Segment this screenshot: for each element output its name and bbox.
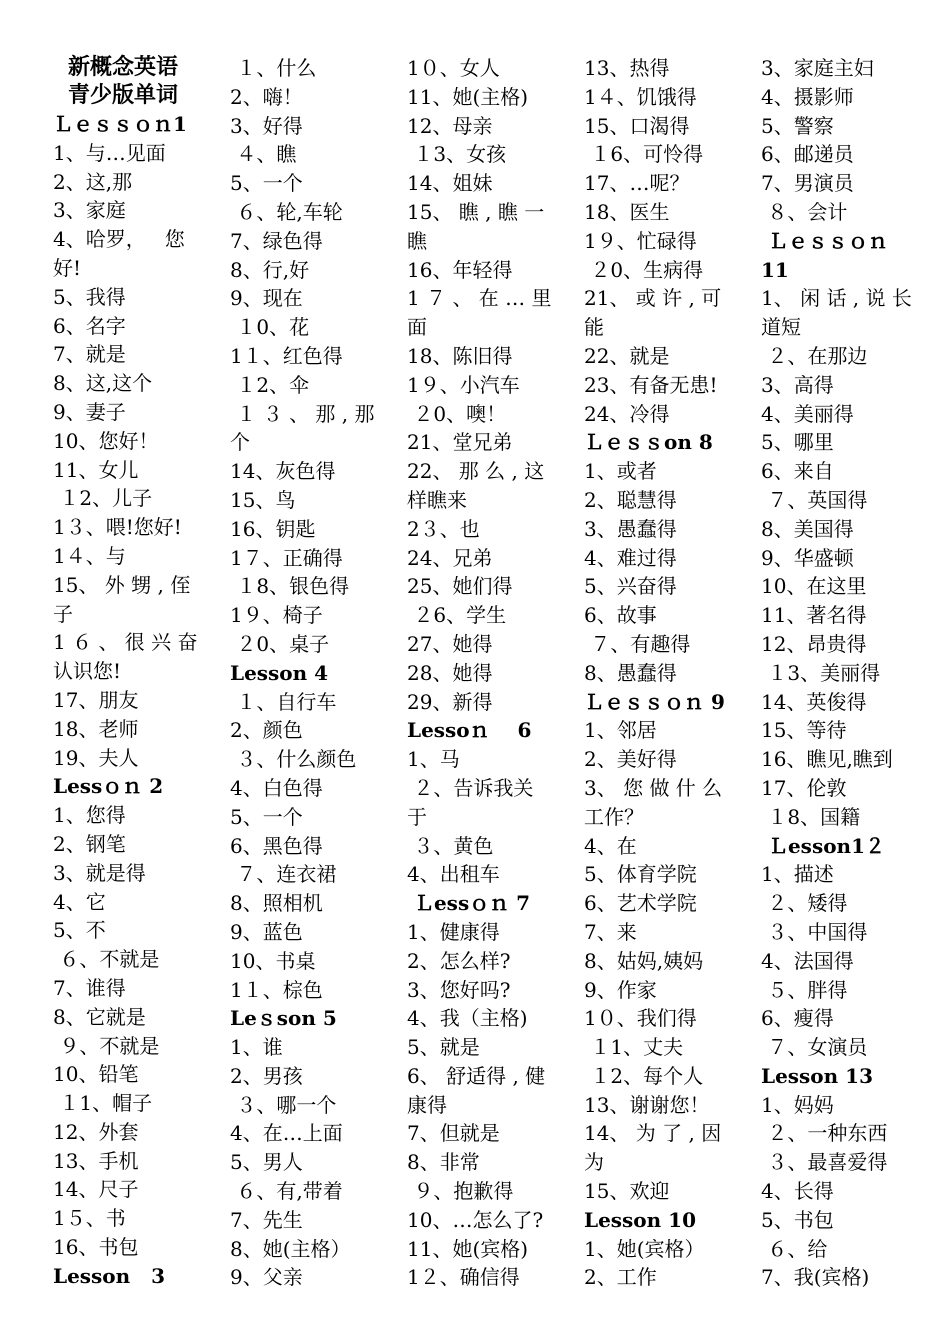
lesson-heading: Lesson 3	[53, 1263, 165, 1288]
lesson-heading: Lessｏｎ 2	[53, 774, 164, 799]
lesson-heading: Lesson 10	[584, 1207, 696, 1232]
vocab-line: 6、故事	[584, 603, 657, 628]
vocab-line: 好!	[53, 255, 82, 280]
title-block	[53, 54, 217, 110]
vocab-line: 7、男演员	[761, 171, 854, 196]
vocab-line: 11、她(主格)	[407, 84, 529, 109]
vocab-line: ３、最喜爱得	[761, 1150, 888, 1175]
vocab-line: 21、 或 许 , 可	[584, 286, 722, 311]
vocab-line: １1、帽子	[53, 1091, 153, 1116]
vocab-line: 1、妈妈	[761, 1092, 834, 1117]
vocab-line: 8、愚蠢得	[584, 660, 677, 685]
lesson-heading: 11	[761, 257, 789, 282]
vocab-line: 12、外套	[53, 1119, 139, 1144]
vocab-line: ２、矮得	[761, 891, 848, 916]
vocab-line: 19、夫人	[53, 745, 139, 770]
vocab-line: 9、妻子	[53, 399, 126, 424]
vocab-line: 1９、小汽车	[407, 372, 520, 397]
vocab-line: 10、在这里	[761, 574, 867, 599]
vocab-line: 工作？	[584, 804, 644, 829]
vocab-line: 14、 为 了 , 因	[584, 1121, 722, 1146]
vocab-line: 6、来自	[761, 459, 834, 484]
vocab-line: 16、钥匙	[230, 516, 316, 541]
vocab-line: 2、颜色	[230, 718, 303, 743]
vocab-line: 8、美国得	[761, 516, 854, 541]
vocab-line: １0、花	[230, 315, 310, 340]
vocab-line: 10、铅笔	[53, 1062, 139, 1087]
vocab-line: 5、男人	[230, 1150, 303, 1175]
vocab-line: 7、谁得	[53, 975, 126, 1000]
vocab-line: １ ３ 、 那 , 那	[230, 401, 375, 426]
vocab-line: 1、您得	[53, 803, 126, 828]
lesson-heading: Leｓson 5	[230, 1006, 337, 1031]
vocab-line: 24、冷得	[584, 401, 670, 426]
vocab-line: 面	[407, 315, 427, 340]
vocab-line: 4、我（主格)	[407, 1006, 528, 1031]
vocab-line: 2、美好得	[584, 747, 677, 772]
vocab-line: ６、轮,车轮	[230, 199, 343, 224]
vocab-line: １2、每个人	[584, 1063, 704, 1088]
lesson-heading: Ｌｅｓｓｏｎ1	[53, 112, 187, 136]
column-2	[230, 54, 394, 1292]
vocab-line: 8、行,好	[230, 257, 310, 282]
vocab-line: 1 ６ 、 很 兴 奋	[53, 630, 198, 655]
vocab-line: 15、鸟	[230, 487, 296, 512]
lesson-heading: Lesson 4	[230, 660, 329, 685]
vocab-line: 1１、红色得	[230, 343, 343, 368]
lesson-heading: Ｌesson1２	[761, 833, 886, 858]
vocab-line: 2、聪慧得	[584, 487, 677, 512]
vocab-line: 9、作家	[584, 977, 657, 1002]
vocab-line: 5、书包	[761, 1207, 834, 1232]
vocab-line: 1０、我们得	[584, 1006, 697, 1031]
vocab-line: 11、女儿	[53, 457, 139, 482]
vocab-line: 10、书桌	[230, 948, 316, 973]
vocab-line: 29、新得	[407, 689, 493, 714]
lesson-heading: Ｌｅｓｓｏｎ	[761, 228, 888, 253]
vocab-line: 1、 闲 话 , 说 长	[761, 286, 912, 311]
vocab-line: 4、出租车	[407, 862, 500, 887]
vocab-line: 6、 舒适得 , 健	[407, 1063, 546, 1088]
vocab-line: 4、法国得	[761, 948, 854, 973]
vocab-line: 认识您!	[53, 659, 122, 684]
vocab-line: 27、她得	[407, 631, 493, 656]
vocab-line: 7、但就是	[407, 1121, 500, 1146]
vocab-line: 18、陈旧得	[407, 343, 513, 368]
vocab-line: 11、她(宾格)	[407, 1236, 529, 1261]
vocab-line: ５、胖得	[761, 977, 848, 1002]
vocab-line: ２0、生病得	[584, 257, 704, 282]
vocab-line: 17、朋友	[53, 687, 139, 712]
vocab-line: 瞧	[407, 228, 427, 253]
vocab-line: 18、老师	[53, 716, 139, 741]
vocab-line: 15、 瞧 , 瞧 一	[407, 199, 545, 224]
vocab-line: ４、瞧	[230, 142, 297, 167]
vocab-line: １2、儿子	[53, 486, 153, 511]
vocab-line: ９、抱歉得	[407, 1179, 514, 1204]
vocab-line: 6、黑色得	[230, 833, 323, 858]
vocab-line: ２、告诉我关	[407, 775, 534, 800]
vocab-line: 8、非常	[407, 1150, 480, 1175]
vocab-line: 8、这,这个	[53, 371, 153, 396]
vocab-line: 5、兴奋得	[584, 574, 677, 599]
vocab-line: 4、哈罗， 您	[53, 227, 185, 252]
vocab-line: １、什么	[230, 56, 317, 80]
vocab-line: 2、嗨！	[230, 84, 303, 109]
vocab-line: 9、现在	[230, 286, 303, 311]
vocab-line: １8、银色得	[230, 574, 350, 599]
vocab-line: 9、父亲	[230, 1265, 303, 1290]
vocab-line: 12、昂贵得	[761, 631, 867, 656]
vocab-line: 1７、正确得	[230, 545, 343, 570]
vocab-line: 3、家庭主妇	[761, 56, 874, 80]
vocab-line: ７、有趣得	[584, 631, 691, 656]
vocab-line: ９、不就是	[53, 1033, 160, 1058]
vocab-line: 1、描述	[761, 862, 834, 887]
vocab-line: １3、女孩	[407, 142, 507, 167]
vocab-line: 7、我(宾格)	[761, 1265, 870, 1290]
vocab-line: 子	[53, 601, 73, 626]
vocab-line: １1、丈夫	[584, 1035, 684, 1060]
vocab-line: ２、一种东西	[761, 1121, 888, 1146]
vocab-line: 10、您好！	[53, 428, 159, 453]
vocab-line: ６、给	[761, 1236, 828, 1261]
vocab-line: 1、或者	[584, 459, 657, 484]
vocab-line: １6、可怜得	[584, 142, 704, 167]
vocab-line: ３、哪一个	[230, 1092, 337, 1117]
column-5	[761, 54, 925, 1292]
vocab-line: 8、照相机	[230, 891, 323, 916]
vocab-line: 16、瞧见,瞧到	[761, 747, 893, 772]
vocab-line: 1、她(宾格）	[584, 1236, 705, 1261]
lesson-heading: Ｌｅｓｓon 8	[584, 430, 713, 455]
page-title-line-2: 青少版单词	[67, 83, 178, 108]
vocab-line: 9、蓝色	[230, 919, 303, 944]
vocab-line: 4、摄影师	[761, 84, 854, 109]
vocab-line: ２0、桌子	[230, 631, 330, 656]
vocab-line: １2、伞	[230, 372, 310, 397]
vocab-line: ６、不就是	[53, 947, 160, 972]
vocab-line: 23、有备无患!	[584, 372, 718, 397]
vocab-line: 4、在…上面	[230, 1121, 343, 1146]
vocab-line: 6、邮递员	[761, 142, 854, 167]
vocab-line: 14、灰色得	[230, 459, 336, 484]
vocab-line: 15、 外 甥 , 侄	[53, 572, 191, 597]
vocab-line: 15、欢迎	[584, 1179, 670, 1204]
vocab-line: 样瞧来	[407, 487, 467, 512]
vocab-line: 9、华盛顿	[761, 545, 854, 570]
vocab-line: 4、在	[584, 833, 637, 858]
vocab-line: 3、您好吗?	[407, 977, 511, 1002]
vocab-line: 3、愚蠢得	[584, 516, 677, 541]
vocab-line: ７、英国得	[761, 487, 868, 512]
vocab-line: 7、绿色得	[230, 228, 323, 253]
vocab-line: 15、口渴得	[584, 113, 690, 138]
vocab-line: 康得	[407, 1092, 447, 1117]
vocab-line: 2、男孩	[230, 1063, 303, 1088]
vocab-line: １8、国籍	[761, 804, 861, 829]
vocab-line: 7、来	[584, 919, 637, 944]
vocab-line: 16、书包	[53, 1235, 139, 1260]
vocab-line: ２、在那边	[761, 343, 868, 368]
vocab-line: 1１、棕色	[230, 977, 323, 1002]
lesson-heading: Lessoｎ 6	[407, 718, 532, 743]
vocab-line: 14、英俊得	[761, 689, 867, 714]
vocab-line: ３、什么颜色	[230, 747, 357, 772]
vocab-line: ３、黄色	[407, 833, 494, 858]
vocab-line: 3、家庭	[53, 198, 126, 223]
vocab-line: 2、工作	[584, 1265, 657, 1290]
vocab-line: 5、就是	[407, 1035, 480, 1060]
vocab-line: ６、有,带着	[230, 1179, 343, 1204]
vocab-line: 4、美丽得	[761, 401, 854, 426]
vocab-line: 1４、饥饿得	[584, 84, 697, 109]
vocab-line: 14、姐妹	[407, 171, 493, 196]
vocab-line: 8、她(主格）	[230, 1236, 351, 1261]
vocab-line: 于	[407, 804, 427, 829]
vocab-line: 1９、忙碌得	[584, 228, 697, 253]
vocab-line: 2３、也	[407, 516, 480, 541]
vocab-line: 6、艺术学院	[584, 891, 697, 916]
vocab-line: 1５、书	[53, 1206, 126, 1231]
vocab-line: 5、一个	[230, 804, 303, 829]
vocab-line: 2、钢笔	[53, 831, 126, 856]
vocab-line: 个	[230, 430, 250, 455]
vocab-line: 7、先生	[230, 1207, 303, 1232]
vocab-line: 5、不	[53, 918, 106, 943]
vocab-line: 1２、确信得	[407, 1265, 520, 1290]
vocab-line: 1０、女人	[407, 56, 500, 80]
vocab-line: 1９、椅子	[230, 603, 323, 628]
vocab-line: 4、难过得	[584, 545, 677, 570]
vocab-line: 5、哪里	[761, 430, 834, 455]
lesson-heading: Ｌｅｓｓｏｎ 9	[584, 689, 725, 714]
vocab-line: 11、著名得	[761, 603, 867, 628]
vocab-line: 17、…呢？	[584, 171, 690, 196]
vocab-line: １、自行车	[230, 689, 337, 714]
vocab-line: 4、长得	[761, 1179, 834, 1204]
vocab-line: 为	[584, 1150, 604, 1175]
vocab-line: 28、她得	[407, 660, 493, 685]
vocab-line: ７、女演员	[761, 1035, 868, 1060]
page-title-line-1: 新概念英语	[67, 55, 178, 80]
vocab-line: ７、连衣裙	[230, 862, 337, 887]
vocab-line: 7、就是	[53, 342, 126, 367]
vocab-line: 16、年轻得	[407, 257, 513, 282]
vocab-line: 3、 您 做 什 么	[584, 775, 723, 800]
vocab-line: 1、邻居	[584, 718, 657, 743]
vocab-line: ２6、学生	[407, 603, 507, 628]
vocab-line: 6、瘦得	[761, 1006, 834, 1031]
vocab-line: 4、它	[53, 889, 106, 914]
vocab-line: １3、美丽得	[761, 660, 881, 685]
vocab-line: 1、健康得	[407, 919, 500, 944]
vocab-line: 1、马	[407, 747, 460, 772]
vocab-line: 14、尺子	[53, 1177, 139, 1202]
vocab-line: 1、与…见面	[53, 140, 166, 165]
vocab-line: 24、兄弟	[407, 545, 493, 570]
vocab-line: 5、体育学院	[584, 862, 697, 887]
vocab-line: 5、我得	[53, 284, 126, 309]
vocab-line: 3、好得	[230, 113, 303, 138]
column-4	[584, 54, 748, 1292]
vocab-line: 3、就是得	[53, 860, 146, 885]
vocab-line: 4、白色得	[230, 775, 323, 800]
vocab-line: 8、它就是	[53, 1004, 146, 1029]
vocab-line: 2、怎么样?	[407, 948, 511, 973]
vocab-line: 5、一个	[230, 171, 303, 196]
vocab-line: ２0、噢！	[407, 401, 507, 426]
vocab-line: 1、谁	[230, 1035, 283, 1060]
lesson-heading: Ｌessｏｎ 7	[407, 891, 531, 916]
vocab-line: 2、这,那	[53, 169, 133, 194]
vocab-line: 道短	[761, 315, 801, 340]
vocab-line: 13、热得	[584, 56, 670, 80]
vocab-line: ３、中国得	[761, 919, 868, 944]
column-3	[407, 54, 571, 1292]
vocab-line: 17、伦敦	[761, 775, 847, 800]
vocab-line: 13、手机	[53, 1148, 139, 1173]
vocab-line: 22、 那 么 , 这	[407, 459, 545, 484]
vocab-line: 21、堂兄弟	[407, 430, 513, 455]
vocab-line: 10、…怎么了?	[407, 1207, 544, 1232]
vocab-line: 8、姑妈,姨妈	[584, 948, 704, 973]
vocab-line: 能	[584, 315, 604, 340]
vocab-line: 1 ７ 、 在 … 里	[407, 286, 552, 311]
vocab-line: 13、谢谢您！	[584, 1092, 710, 1117]
vocab-line: 5、警察	[761, 113, 834, 138]
vocab-line: ８、会计	[761, 199, 848, 224]
vocab-line: 18、医生	[584, 199, 670, 224]
column-1	[53, 54, 217, 1291]
vocab-line: 15、等待	[761, 718, 847, 743]
vocab-line: 22、就是	[584, 343, 670, 368]
vocab-line: 6、名字	[53, 313, 126, 338]
vocab-line: 1３、喂!您好!	[53, 515, 182, 540]
vocab-line: 12、母亲	[407, 113, 493, 138]
vocab-line: 3、高得	[761, 372, 834, 397]
vocab-line: 25、她们得	[407, 574, 513, 599]
lesson-heading: Lesson 13	[761, 1063, 873, 1088]
vocab-line: 1４、与	[53, 543, 126, 568]
